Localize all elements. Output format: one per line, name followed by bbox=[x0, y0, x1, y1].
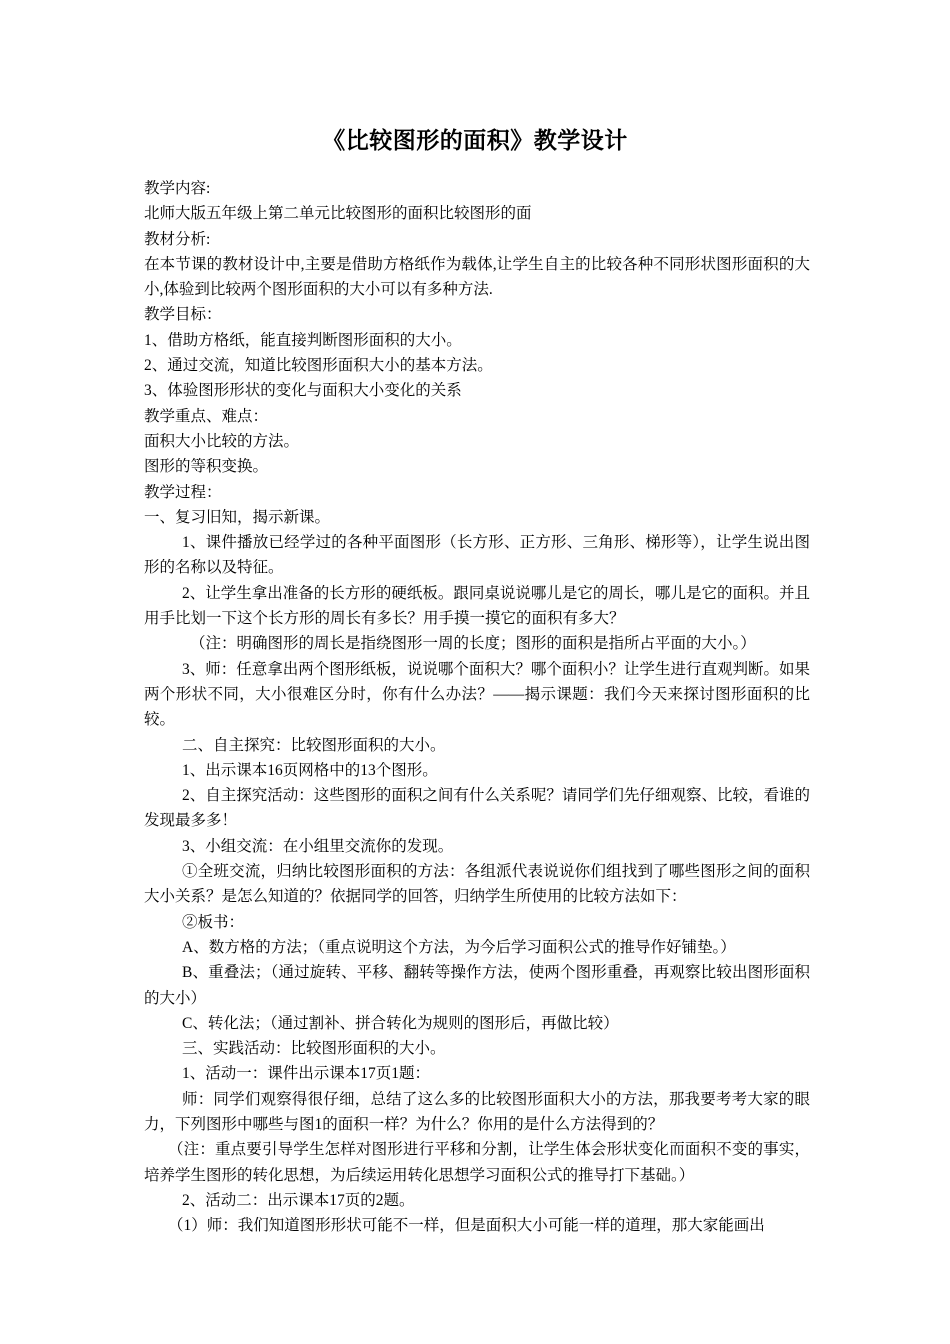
paragraph: （注：重点要引导学生怎样对图形进行平移和分割，让学生体会形状变化而面积不变的事实，培养学生图形的转化思想，为后续运用转化思想学习面积公式的推导打下基础。） bbox=[144, 1141, 810, 1184]
paragraph: 教学重点、难点： bbox=[144, 407, 269, 425]
paragraph: 图形的等积变换。 bbox=[144, 458, 269, 476]
document-body bbox=[144, 176, 810, 1238]
paragraph: 教学目标： bbox=[144, 306, 222, 324]
paragraph: 面积大小比较的方法。 bbox=[144, 432, 300, 450]
paragraph: 3、体验图形形状的变化与面积大小变化的关系 bbox=[144, 382, 462, 400]
paragraph: 2、通过交流，知道比较图形面积大小的基本方法。 bbox=[144, 357, 493, 375]
paragraph: 2、自主探究活动：这些图形的面积之间有什么关系呢？请同学们先仔细观察、比较，看谁的发现最多多！ bbox=[144, 787, 810, 830]
paragraph: 师：同学们观察得很仔细，总结了这么多的比较图形面积大小的方法，那我要考考大家的眼力，下列图形中哪些与图1的面积一样？为什么？你用的是什么方法得到的？ bbox=[144, 1090, 810, 1133]
paragraph: 3、小组交流：在小组里交流你的发现。 bbox=[182, 837, 454, 855]
paragraph: 教材分析: bbox=[144, 230, 211, 248]
paragraph: 三、实践活动：比较图形面积的大小。 bbox=[182, 1040, 446, 1058]
paragraph: 1、出示课本16页网格中的13个图形。 bbox=[182, 761, 438, 779]
paragraph: B、重叠法；（通过旋转、平移、翻转等操作方法，使两个图形重叠，再观察比较出图形面积的大小） bbox=[144, 964, 810, 1007]
paragraph: 3、师：任意拿出两个图形纸板，说说哪个面积大？哪个面积小？让学生进行直观判断。如果两个形状不同，大小很难区分时，你有什么办法？——揭示课题：我们今天来探讨图形面积的比较。 bbox=[144, 660, 810, 729]
paragraph: （1）师：我们知道图形形状可能不一样，但是面积大小可能一样的道理，那大家能画出 bbox=[168, 1217, 765, 1235]
paragraph: 教学内容: bbox=[144, 180, 211, 197]
paragraph: 二、自主探究：比较图形面积的大小。 bbox=[182, 736, 446, 754]
paragraph: 一、复习旧知，揭示新课。 bbox=[144, 508, 331, 526]
paragraph: ②板书： bbox=[182, 913, 245, 931]
paragraph: 教学过程： bbox=[144, 483, 222, 501]
paragraph: （注：明确图形的周长是指绕图形一周的长度；图形的面积是指所占平面的大小。） bbox=[190, 635, 756, 653]
document-title: 《比较图形的面积》教学设计 bbox=[322, 128, 628, 153]
paragraph: 在本节课的教材设计中,主要是借助方格纸作为载体,让学生自主的比较各种不同形状图形面积的大小,体验到比较两个图形面积的大小可以有多种方法. bbox=[144, 255, 810, 299]
paragraph: C、转化法；（通过割补、拼合转化为规则的图形后，再做比较） bbox=[182, 1014, 619, 1032]
paragraph: 1、借助方格纸，能直接判断图形面积的大小。 bbox=[144, 331, 462, 349]
paragraph: 1、活动一：课件出示课本17页1题： bbox=[182, 1065, 431, 1083]
paragraph: ①全班交流，归纳比较图形面积的方法：各组派代表说说你们组找到了哪些图形之间的面积大小关系？是怎么知道的？依据同学的回答，归纳学生所使用的比较方法如下： bbox=[144, 863, 810, 906]
paragraph: 2、活动二：出示课本17页的2题。 bbox=[182, 1191, 415, 1209]
paragraph: 2、让学生拿出准备的长方形的硬纸板。跟同桌说说哪儿是它的周长，哪儿是它的面积。并且用手比划一下这个长方形的周长有多长？用手摸一摸它的面积有多大？ bbox=[144, 584, 810, 628]
paragraph: 北师大版五年级上第二单元比较图形的面积比较图形的面 bbox=[144, 205, 532, 223]
paragraph: 1、课件播放已经学过的各种平面图形（长方形、正方形、三角形、梯形等），让学生说出图形的名称以及特征。 bbox=[144, 534, 810, 577]
paragraph: A、数方格的方法；（重点说明这个方法，为今后学习面积公式的推导作好铺垫。） bbox=[182, 938, 736, 956]
